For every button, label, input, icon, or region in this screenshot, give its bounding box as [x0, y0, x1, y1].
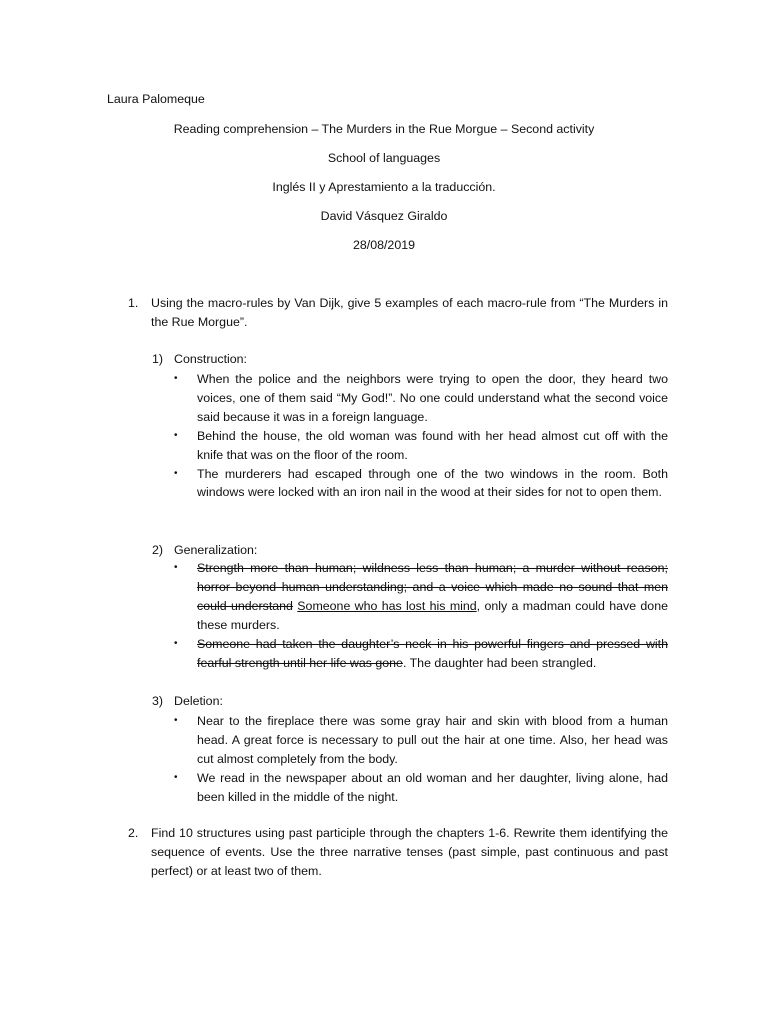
list-item-text: . The daughter had been strangled. — [402, 655, 597, 670]
question-2 — [128, 824, 668, 881]
teacher-line: David Vásquez Giraldo — [320, 209, 448, 223]
course-line: Inglés II y Aprestamiento a la traducción. — [272, 180, 496, 194]
question-text: Using the macro-rules by Van Dijk, give 5 examples of each macro-rule from “The Murders in the Rue Morgue”. — [151, 296, 668, 329]
struck-text: Someone had taken the daughter’s neck in his powerful fingers and pressed with fearful strength until her life was gone — [197, 636, 668, 670]
section-number: 2) — [152, 543, 164, 557]
section-number: 1) — [152, 352, 164, 366]
bullet-icon: • — [174, 429, 178, 441]
list-item-text: When the police and the neighbors were trying to open the door, they heard two voices, one of them said “My God!”. No one could understand what the second voice said because it was in a foreign language. — [197, 372, 668, 424]
bullet-icon: • — [174, 373, 178, 384]
section-number: 3) — [152, 694, 164, 708]
date-line: 28/08/2019 — [352, 238, 415, 252]
document-title: Reading comprehension – The Murders in the Rue Morgue – Second activity — [173, 122, 595, 136]
author-name: Laura Palomeque — [107, 92, 205, 106]
bullet-icon: • — [174, 562, 178, 573]
list-item-text: We read in the newspaper about an old woman and her daughter, living alone, had been killed in the middle of the night. — [197, 770, 668, 804]
bullet-icon: • — [174, 637, 178, 649]
question-number: 1. — [128, 296, 139, 310]
section-construction — [152, 350, 247, 369]
question-text: Find 10 structures using past participle through the chapters 1-6. Rewrite them identifying the sequence of events. Use the three narrative tenses (past simple, past continuous and past perfect) or at least two of them. — [151, 826, 668, 878]
section-label: Generalization: — [174, 543, 258, 557]
list-item-text: Near to the fireplace there was some gray hair and skin with blood from a human head. A great force is necessary to pull out the hair at one time. Also, her head was cut almost completely from the body. — [197, 714, 668, 766]
generalization-list — [174, 559, 668, 672]
list-item — [174, 465, 668, 503]
question-number: 2. — [128, 826, 139, 840]
list-item — [174, 559, 668, 635]
list-item — [174, 427, 668, 465]
deletion-list — [174, 712, 668, 807]
bullet-icon: • — [174, 715, 178, 726]
construction-list — [174, 370, 668, 502]
question-1 — [128, 294, 668, 332]
list-item-text: Behind the house, the old woman was found with her head almost cut off with the knife that was on the floor of the room. — [197, 428, 668, 462]
list-item — [174, 769, 668, 807]
section-generalization — [152, 541, 257, 560]
struck-text: Strength more than human; wildness less than human; a murder without reason; horror beyond human understanding; and a voice which made no sound that men could understand — [197, 561, 668, 613]
section-label: Construction: — [174, 352, 248, 366]
school-line: School of languages — [327, 151, 441, 165]
list-item — [174, 635, 668, 673]
list-item — [174, 370, 668, 427]
section-deletion — [152, 692, 223, 711]
list-item — [174, 712, 668, 769]
list-item-text: The murderers had escaped through one of the two windows in the room. Both windows were locked with an iron nail in the wood at their sides for not to open them. — [197, 466, 668, 500]
underlined-text: Someone who has lost his mind — [297, 598, 477, 613]
bullet-icon: • — [174, 771, 178, 783]
list-item-text: , only a madman could have done these murders. — [197, 598, 668, 632]
section-label: Deletion: — [174, 694, 223, 708]
bullet-icon: • — [174, 467, 178, 479]
